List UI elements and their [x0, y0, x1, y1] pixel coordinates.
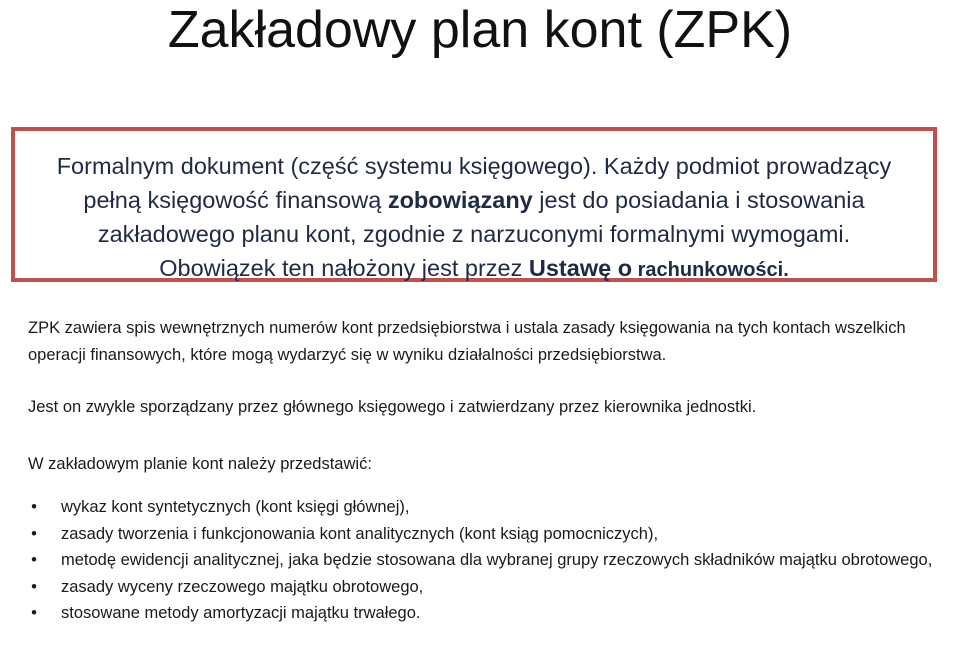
requirements-list: [28, 494, 953, 627]
highlight-emphasis-accounting: rachunkowości.: [632, 259, 789, 281]
highlight-line-2: [11, 183, 937, 217]
paragraph-zpk-author: Jest on zwykle sporządzany przez głównego księgowego i zatwierdzany przez kierownika jednostki.: [28, 398, 757, 416]
bullet-icon: •: [31, 498, 37, 516]
bullet-icon: •: [31, 604, 37, 622]
highlight-line-2-end: jest do posiadania i stosowania: [532, 187, 865, 213]
list-item-text: zasady wyceny rzeczowego majątku obrotowego,: [61, 577, 424, 596]
highlight-emphasis-obligated: zobowiązany: [387, 187, 533, 213]
paragraph-zpk-requirements: W zakładowym planie kont należy przedstawić:: [28, 455, 372, 473]
list-item: [28, 521, 953, 548]
highlight-emphasis-act: Ustawę o: [528, 255, 633, 281]
bullet-icon: •: [31, 524, 37, 543]
list-item: [28, 547, 953, 574]
list-item: [28, 600, 953, 627]
highlight-line-2-start: pełną księgowość finansową: [83, 187, 388, 213]
list-item: [28, 574, 953, 601]
paragraph-zpk-contents: ZPK zawiera spis wewnętrznych numerów kont przedsiębiorstwa i ustala zasady księgowania na tych kontach wszelkich operacji finansowych, które mogą wydarzyć się w wyniku działalności przedsiębiorstwa.: [28, 319, 906, 364]
highlight-line-4-start: Obowiązek ten nałożony jest przez: [159, 255, 529, 281]
highlight-line-4: [11, 251, 937, 287]
list-item-text: stosowane metody amortyzacji majątku trwałego.: [61, 604, 421, 622]
list-item: [28, 494, 953, 521]
page-title: Zakładowy plan kont (ZPK): [167, 1, 793, 59]
highlight-line-3: zakładowego planu kont, zgodnie z narzuconymi formalnymi wymogami.: [97, 221, 851, 247]
bullet-icon: •: [31, 551, 37, 569]
highlight-text: [11, 149, 937, 287]
bullet-icon: •: [31, 577, 37, 596]
highlight-line-1: Formalnym dokument (część systemu księgowego). Każdy podmiot prowadzący: [56, 153, 892, 179]
list-item-text: metodę ewidencji analitycznej, jaka będzie stosowana dla wybranej grupy rzeczowych składników majątku obrotowego,: [61, 551, 933, 569]
list-item-text: wykaz kont syntetycznych (kont księgi głównej),: [61, 498, 410, 516]
list-item-text: zasady tworzenia i funkcjonowania kont analitycznych (kont ksiąg pomocniczych),: [61, 524, 659, 543]
